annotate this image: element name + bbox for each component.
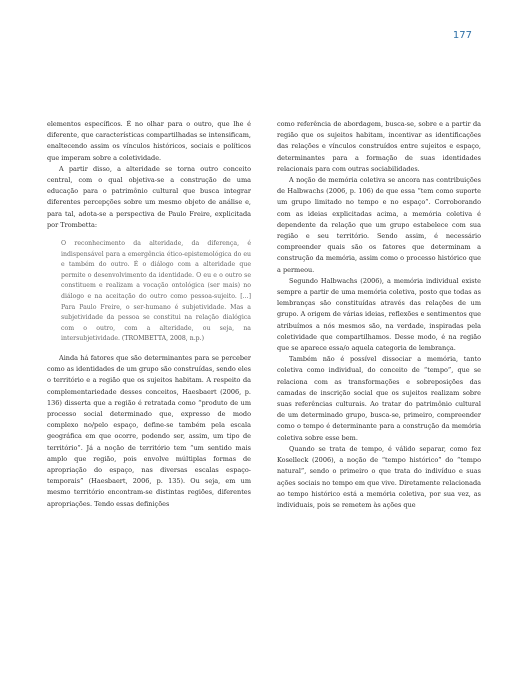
left-paragraph-3: Ainda há fatores que são determinantes para se perceber como as identidades de um grupo são construídas, sendo eles o território e a região que os sujeitos habitam. A respeito da complementariedade desses conceitos, Haesbaert (2006, p. 136) disserta que a região é retratada como “produto de um processo social determinado que, expresso de modo complexo no/pelo espaço, define-se também pela escala geográfica em que ocorre, podendo ser, assim, um tipo de território”. Já a noção de território tem “um sentido mais amplo que região, pois envolve múltiplas formas de apropriação do espaço, nas diversas escalas espaço-temporais” (Haesbaert, 2006, p. 135). Ou seja, em um mesmo território encontram-se distintas regiões, diferentes apropriações. Tendo essas definições [47,353,251,508]
block-quote [61,239,251,345]
left-paragraph-1: elementos específicos. É no olhar para o outro, que lhe é diferente, que características compartilhadas se intensificam, enaltecendo assim os vínculos históricos, sociais e políticos que imperam sobre a coletividade. [47,120,251,162]
left-column [47,119,251,510]
right-paragraph-4: Também não é possível dissociar a memória, tanto coletiva como individual, do conceito de “tempo”, que se relaciona com as transformações e sobreposições das camadas de inscrição social que os sujeitos realizam sobre suas referências culturais. Ao tratar do patrimônio cultural de um determinado grupo, busca-se, primeiro, compreender como o tempo é determinante para a construção da memória coletiva sobre esse bem. [277,355,481,442]
page-number: 177 [452,30,472,41]
right-paragraph-3: Segundo Halbwachs (2006), a memória individual existe sempre a partir de uma memória coletiva, posto que todas as lembranças são constituídas através das relações de um grupo. A origem de várias ideias, reflexões e sentimentos que atribuímos a nós mesmos são, na verdade, inspiradas pela coletividade que compartilhamos. Desse modo, é na região que se aparece essa/o aquela categoria de lembrança. [277,276,481,353]
right-column [277,119,481,511]
right-paragraph-1: como referência de abordagem, busca-se, sobre e a partir da região que os sujeitos habitam, incentivar as identificações das relações e vínculos construídos entre sujeitos e espaço, determinantes para a formação de suas identidades relacionais para com outras sociabilidades. [277,120,481,173]
left-paragraph-2: A partir disso, a alteridade se torna outro conceito central, com o qual objetiva-se a construção de uma educação para o patrimônio cultural que busca integrar diferentes percepções sobre um mesmo objeto de análise e, para tal, adota-se a perspectiva de Paulo Freire, explicitada por Trombetta: [47,164,251,229]
right-paragraph-2: A noção de memória coletiva se ancora nas contribuições de Halbwachs (2006, p. 106) de que essa “tem como suporte um grupo limitado no tempo e no espaço”. Corroborando com as ideias explicitadas acima, a memória coletiva é dependente da relação que um grupo estabelece com sua região e seu território. Sendo assim, é necessário compreender quais são os fatores que determinam a construção da memória, assim como o processo histórico que a permeou. [277,176,481,274]
right-paragraph-5: Quando se trata de tempo, é válido separar, como fez Koselleck (2006), a noção de “tempo histórico” do “tempo natural”, sendo o primeiro o que trata do indivíduo e suas ações sociais no tempo em que vive. Diretamente relacionada ao tempo histórico está a memória coletiva, por sua vez, as individuais, pois se remetem às ações que [277,444,481,509]
block-quote-text: O reconhecimento da alteridade, da diferença, é indispensável para a emergência ético-epistemológica do eu e também do outro. É o diálogo com a alteridade que permite o desenvolvimento da identidade. O eu e o outro se constituem e realizam a vocação ontológica (ser mais) no diálogo e na aceitação do outro como pessoa-sujeito. [...] Para Paulo Freire, o ser-humano é subjetividade. Mas a subjetividade da pessoa se constitui na relação dialógica com o outro, com a alteridade, ou seja, na intersubjetividade. [61,240,251,343]
block-quote-citation: (TROMBETTA, 2008, n.p.) [121,335,204,343]
